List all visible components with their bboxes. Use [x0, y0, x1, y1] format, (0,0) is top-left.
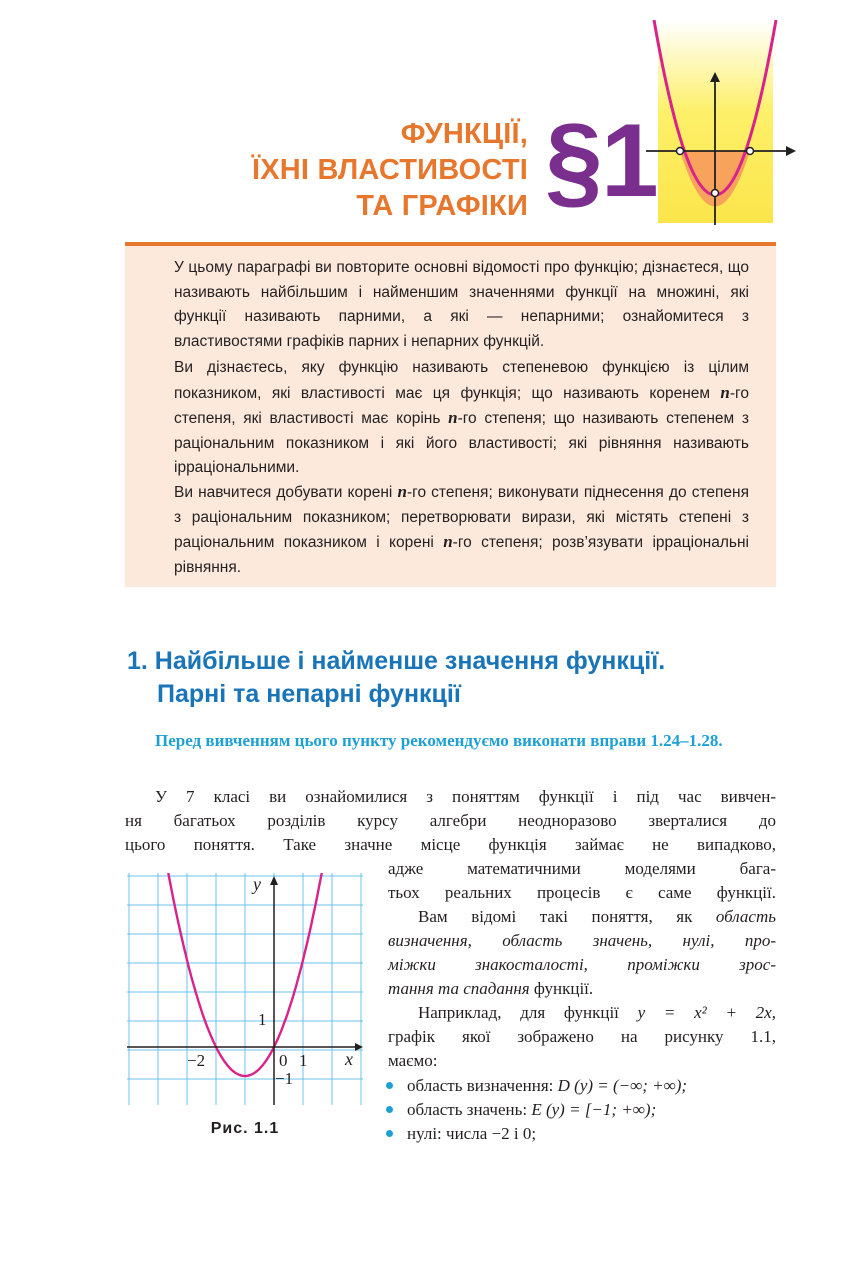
body-line-5: тьох реальних процесів є саме функції. [388, 883, 776, 902]
body-line-12: маємо: [388, 1051, 438, 1070]
body-line-2: ня багатьох розділів курсу алгебри неодноразово зверталися до [125, 811, 776, 830]
intro-box [125, 242, 776, 587]
intro-paragraph-2: Ви дізнаєтесь, яку функцію називають степеневою функцією із цілим показником, які властивості має ця функція; що називають коренем n-го степеня, які властивості має корінь n-го степеня; що називають степенем з раціональним показником і які його властивості; які рівняння називають ірраціональними. [174, 359, 750, 477]
tick-label-one-x: 1 [299, 1051, 308, 1070]
tick-label-minus-two: −2 [187, 1051, 206, 1070]
bullet-zeros: нулі: числа −2 і 0; [386, 1122, 536, 1146]
section-heading-line-1: 1. Найбільше і найменше значення функції. [127, 647, 666, 675]
paragraph-mark: §1 [545, 103, 657, 219]
tick-label-zero: 0 [279, 1051, 288, 1070]
body-line-1: У 7 класі ви ознайомилися з поняттям функції і під час вивчен- [155, 787, 776, 806]
chapter-title-line-1: ФУНКЦІЇ, [400, 118, 528, 150]
bullet-range: область значень: E (y) = [−1; +∞); [386, 1098, 656, 1122]
y-axis-arrow-icon [270, 876, 278, 885]
bullet-domain: область визначення: D (y) = (−∞; +∞); [386, 1074, 687, 1098]
figure-graph [127, 873, 363, 1105]
header-figure-point-left [677, 148, 684, 155]
header-figure-point-bottom [712, 190, 719, 197]
chapter-title [108, 116, 528, 224]
graph-grid [127, 873, 363, 1105]
body-line-6: Вам відомі такі поняття, як область [418, 907, 776, 926]
body-line-3: цього поняття. Таке значне місце функція займає не випадково, [125, 835, 776, 854]
body-line-9: тання та спадання функції. [388, 979, 594, 998]
tick-label-minus-one: −1 [275, 1069, 294, 1088]
figure-caption: Рис. 1.1 [210, 1120, 280, 1137]
body-line-11: графік якої зображено на рисунку 1.1, [388, 1027, 776, 1046]
recommendation-text: Перед вивченням цього пункту рекомендуємо виконати вправи 1.24–1.28. [155, 731, 723, 750]
axis-label-x: x [345, 1049, 353, 1069]
intro-paragraph-1: У цьому параграфі ви повторите основні відомості про функцію; дізнаєтеся, що називають найбільшим і найменшим значеннями функції на множині, які функції називають парними, а які — непарними; ознайомитеся з властивостями графіків парних і непарних функцій. [174, 259, 749, 350]
chapter-title-line-2: ЇХНІ ВЛАСТИВОСТІ [252, 154, 528, 186]
bullet-dot-icon [386, 1130, 393, 1137]
body-line-8: міжки знакосталості, проміжки зрос- [388, 955, 776, 974]
bullet-dot-icon [386, 1106, 393, 1113]
section-heading [127, 645, 807, 711]
body-line-10: Наприклад, для функції y = x² + 2x, [418, 1003, 776, 1022]
header-figure-point-right [747, 148, 754, 155]
body-line-4: адже математичними моделями бага- [388, 859, 776, 878]
axis-label-y: y [253, 874, 261, 894]
chapter-title-line-3: ТА ГРАФІКИ [356, 190, 528, 222]
body-line-7: визначення, область значень, нулі, про- [388, 931, 776, 950]
intro-paragraph-3: Ви навчитеся добувати корені n-го степеня; виконувати піднесення до степеня з раціональним показником; перетворювати вирази, які містять степені з раціональним показником і корені n-го степеня; розв’язувати ірраціональні рівняння. [174, 482, 749, 576]
tick-label-one-y: 1 [258, 1010, 267, 1029]
section-heading-line-2: Парні та непарні функції [157, 680, 461, 708]
bullet-dot-icon [386, 1082, 393, 1089]
header-figure-x-arrow [786, 146, 796, 156]
header-parabola-figure [640, 20, 800, 230]
